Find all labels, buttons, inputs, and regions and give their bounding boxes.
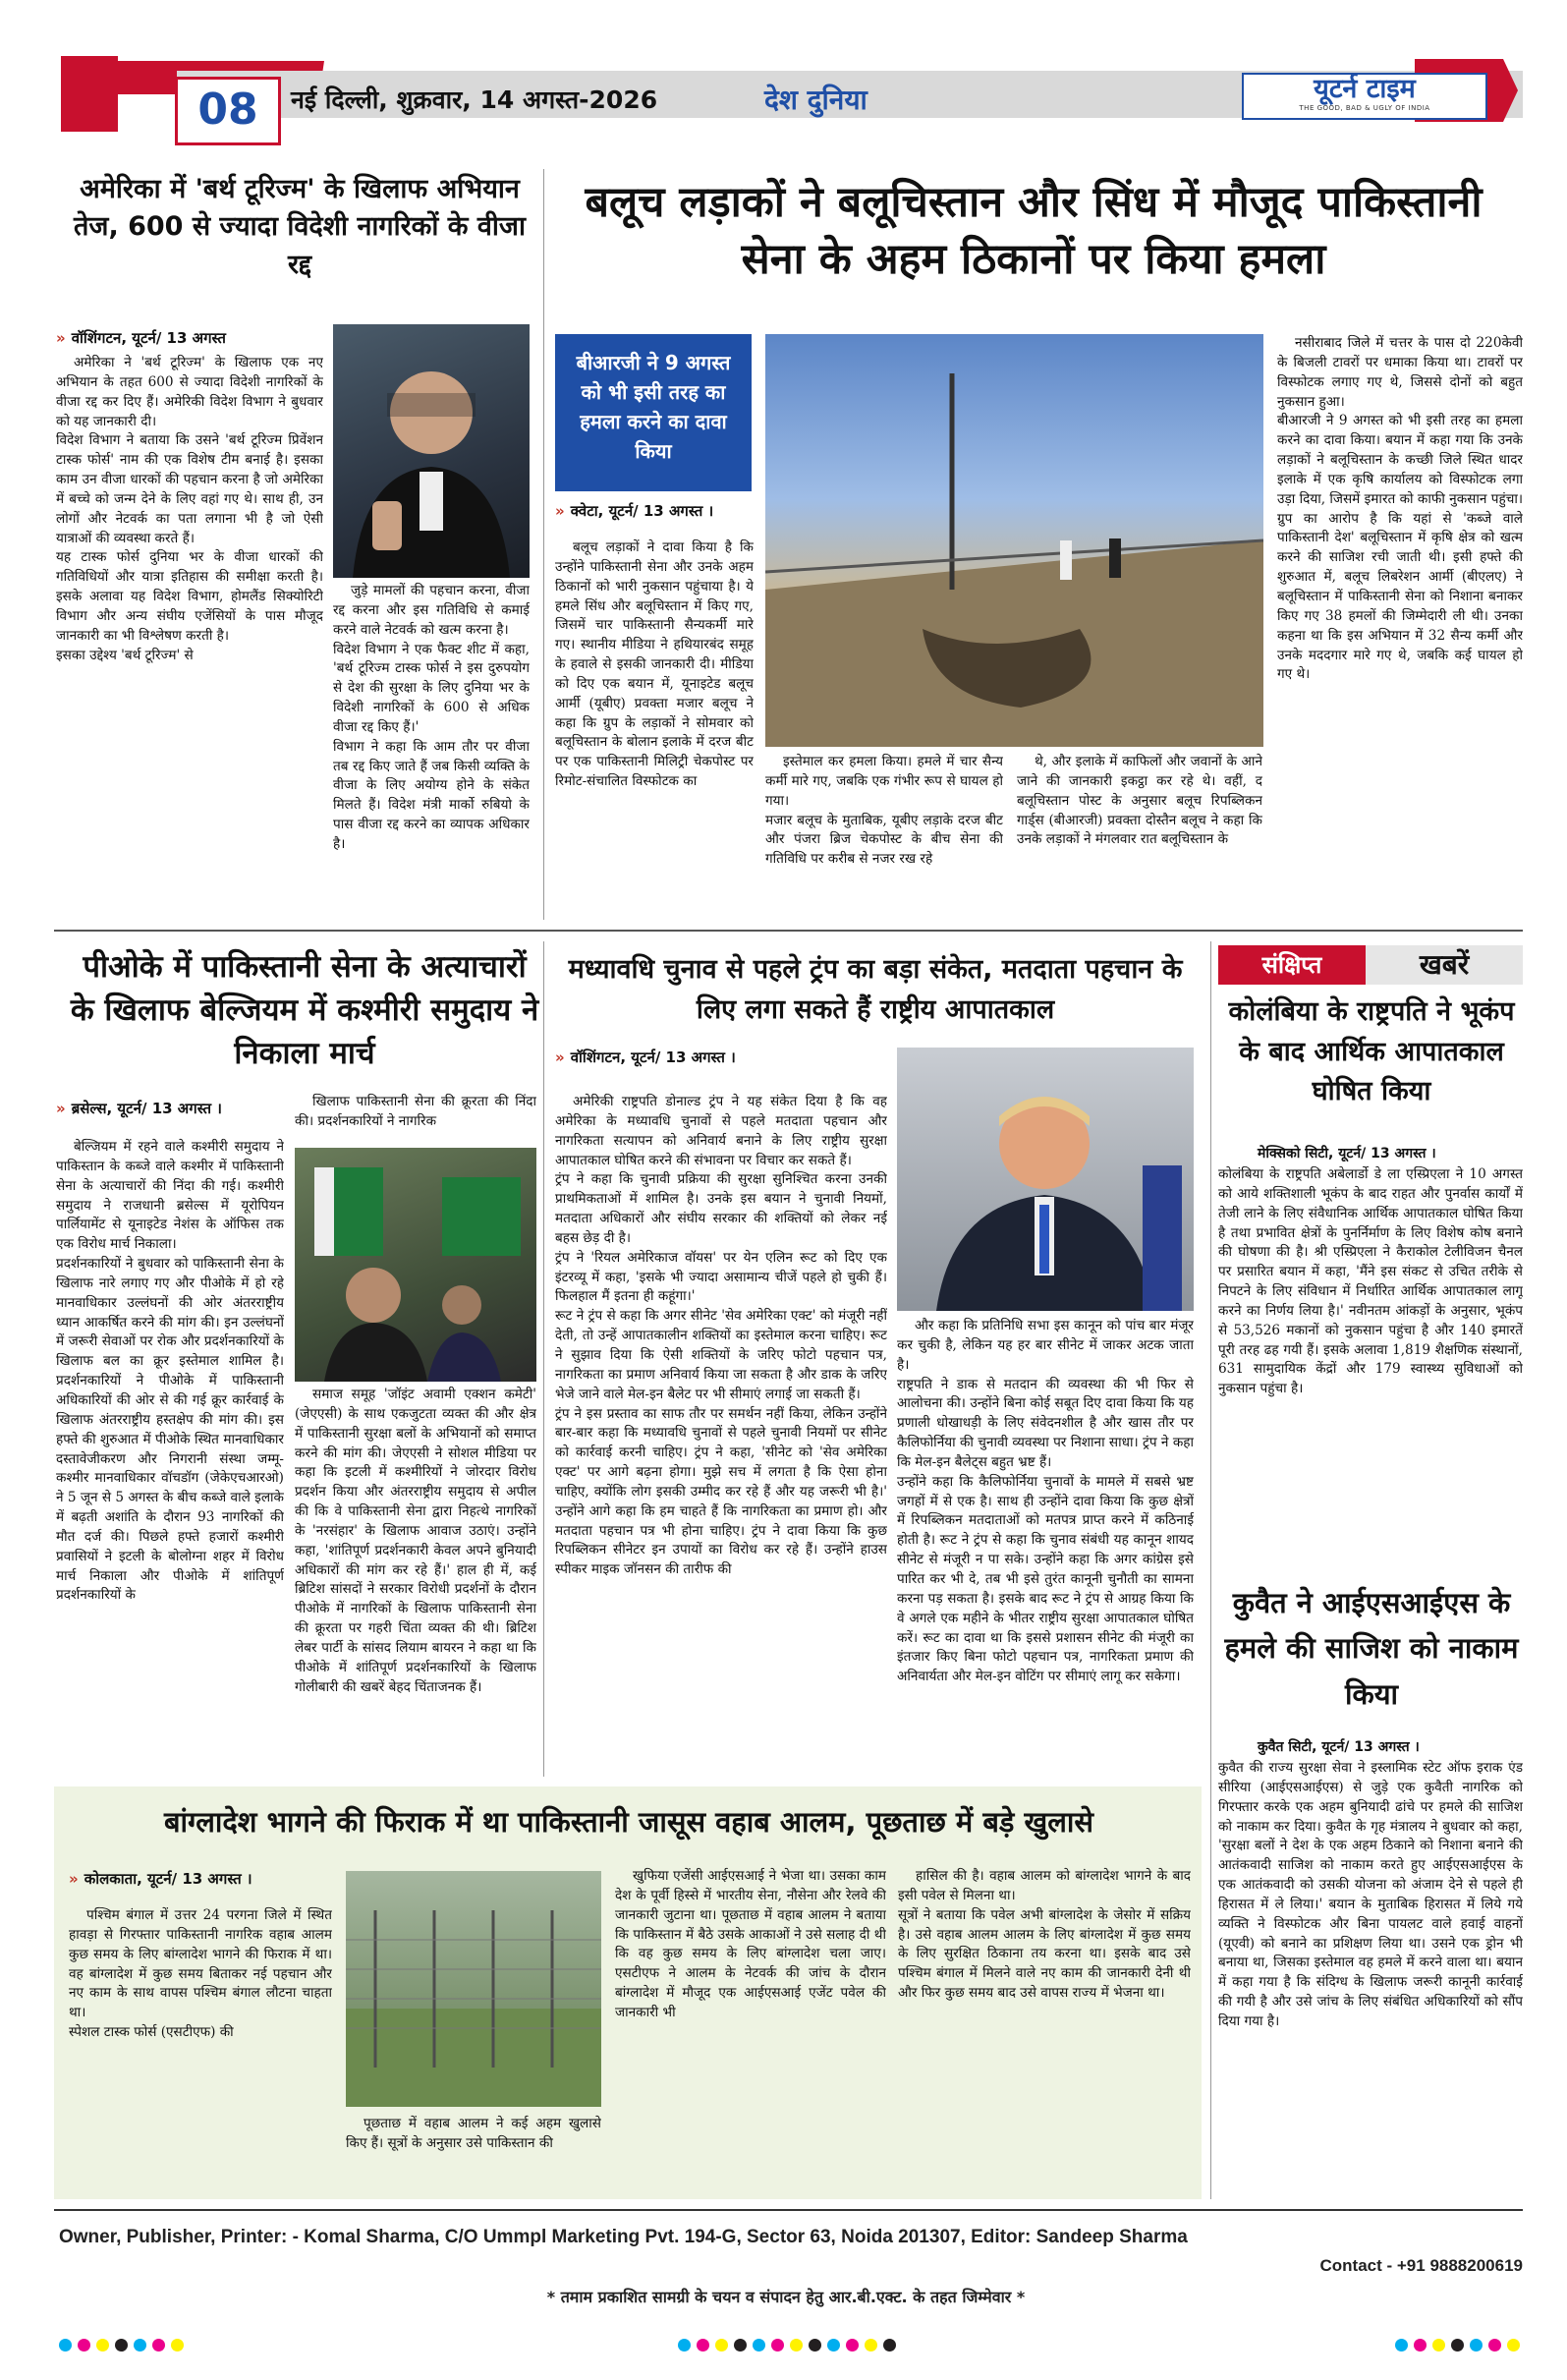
brief-tag-right: खबरें xyxy=(1366,945,1523,985)
arrow-icon: » xyxy=(56,329,66,347)
dateline-kuwait: कुवैत सिटी, यूटर्न/ 13 अगस्त । xyxy=(1258,1739,1420,1755)
page-number: 08 xyxy=(175,77,281,145)
person-photo-icon xyxy=(333,324,530,578)
body-pok-col2-top: खिलाफ पाकिस्तानी सेना की क्रूरता की निंदा की। प्रदर्शनकारियों ने नागरिक xyxy=(295,1094,536,1129)
dateline-baloch: » क्वेटा, यूटर्न/ 13 अगस्त । xyxy=(555,502,714,520)
footer-contact: Contact - +91 9888200619 xyxy=(1319,2256,1523,2275)
photo-rubio xyxy=(333,324,530,578)
dateline-pok: » ब्रसेल्स, यूटर्न/ 13 अगस्त । xyxy=(56,1100,222,1117)
dateline-trump: » वॉशिंगटन, यूटर्न/ 13 अगस्त । xyxy=(555,1048,736,1066)
footer-imprint: Owner, Publisher, Printer: - Komal Sharma, C/O Ummpl Marketing Pvt. 194-G, Sector 63, Noida 201307, Editor: Sandeep Sharma xyxy=(59,2227,1188,2247)
headline-bangladesh: बांग्लादेश भागने की फिराक में था पाकिस्तानी जासूस वहाब आलम, पूछताछ में बड़े खुलासे xyxy=(163,1805,1094,1839)
header xyxy=(0,0,1567,147)
body-pok-col2: समाज समूह 'जॉइंट अवामी एक्शन कमेटी' (जेएएसी) के साथ एकजुटता व्यक्त की और क्षेत्र में पाकिस्तानी सुरक्षा बलों के अभियानों को समाप्त करने की मांग की। जेएएसी ने सोशल मीडिया पर कहा कि इटली में कश्मीरियों ने जोरदार विरोध प्रदर्शन किया और अंतरराष्ट्रीय समुदाय से अपील की कि वे पाकिस्तानी सेना द्वारा निहत्थे नागरिकों के 'नरसंहार' के खिलाफ आवाज उठाएं। उन्होंने कहा, 'शांतिपूर्ण प्रदर्शनकारी केवल अपने बुनियादी अधिकारों की मांग कर रहे हैं।' हाल ही में, कई ब्रिटिश सांसदों ने सरकार विरोधी प्रदर्शनों के दौरान पीओके में नागरिकों के खिलाफ पाकिस्तानी सेना की क्रूरता पर गहरी चिंता व्यक्त की थी। ब्रिटिश लेबर पार्टी के सांसद लियाम बायरन ने कहा था कि पीओके में शांतिपूर्ण प्रदर्शनकारियों के खिलाफ गोलीबारी की खबरें बेहद चिंताजनक हैं। xyxy=(295,1387,536,1695)
headline-kuwait: कुवैत ने आईएसआईएस के हमले की साजिश को नाकाम किया xyxy=(1224,1586,1519,1711)
landscape-photo-icon xyxy=(765,334,1263,747)
photo-border-fence xyxy=(346,1871,601,2107)
body-birth-tourism-col1: अमेरिका ने 'बर्थ टूरिज्म' के खिलाफ एक नए अभियान के तहत 600 से ज्यादा विदेशी नागरिकों के वीजा रद्द कर दिए हैं। अमेरिकी विदेश विभाग ने बुधवार को यह जानकारी दी। विदेश विभाग ने बताया कि उसने 'बर्थ टूरिज्म प्रिवेंशन टास्क फोर्स' नाम की एक विशेष टीम बनाई है। इसका काम उन वीजा धारकों की पहचान करना है जो अमेरिका में बच्चे को जन्म देने के लिए वहां गए थे। साथ ही, उन लोगों और नेटवर्क का पता लगाना भी है जो ऐसी यात्राओं की व्यवस्था करते हैं। यह टास्क फोर्स दुनिया भर के वीजा धारकों की गतिविधियों और यात्रा इतिहास की समीक्षा करती है। इसके अलावा यह विदेश विभाग, होमलैंड सिक्योरिटी विभाग और अन्य संघीय एजेंसियों के पास मौजूद जानकारी का भी विश्लेषण करती है। इसका उद्देश्य 'बर्थ टूरिज्म' से xyxy=(56,355,323,663)
body-bangladesh-col3: हासिल की है। वहाब आलम को बांग्लादेश भागने के बाद इसी पवेल से मिलना था। सूत्रों ने बताया कि पवेल अभी बांग्लादेश के जेसोर में सक्रिय है। उसे वहाब आलम आलम के लिए बांग्लादेश में कुछ समय के लिए सुरक्षित ठिकाना तय करना था। इसके बाद उसे पश्चिम बंगाल में मिलने वाले नए काम की जानकारी देनी थी और फिर कुछ समय बाद उसे वापस राज्य में भेजना था। xyxy=(898,1868,1191,2002)
brief-tag xyxy=(1218,945,1523,985)
arrow-icon: » xyxy=(555,1048,565,1066)
dateline-birth-tourism: » वॉशिंगटन, यूटर्न/ 13 अगस्त xyxy=(56,329,226,347)
body-colombia: कोलंबिया के राष्ट्रपति अबेलार्डो डे ला एस्प्रिएला ने 10 अगस्त को आये शक्तिशाली भूकंप के बाद राहत और पुनर्वास कार्यों में तेजी लाने के लिए संवैधानिक आर्थिक आपातकाल घोषित किया है तथा प्रभावित क्षेत्रों के पुनर्निर्माण के लिए विशेष कोष बनाने की घोषणा की है। श्री एस्प्रिएला ने कैराकोल टेलीविजन चैनल पर प्रसारित बयान में कहा, 'मैंने इस संकट से उचित तरीके से निपटने के लिए संविधान में निर्धारित आर्थिक आपातकाल लागू करने का निर्णय लिया है।' नवीनतम आंकड़ों के अनुसार, भूकंप से 53,526 मकानों को नुकसान पहुंचा है और 140 इमारतें पूरी तरह ढह गयी हैं। इसके अलावा 1,819 शैक्षणिक संस्थानों, 631 सामुदायिक केंद्रों और 179 स्वास्थ्य सुविधाओं को नुकसान पहुंचा है। xyxy=(1218,1166,1523,1397)
footer-note: * तमाम प्रकाशित सामग्री के चयन व संपादन हेतु आर.बी.एक्ट. के तहत जिम्मेवार * xyxy=(546,2288,1026,2306)
body-bangladesh-caption: पूछताछ में वहाब आलम ने कई अहम खुलासे किए हैं। सूत्रों के अनुसार उसे पाकिस्तान की xyxy=(346,2116,601,2151)
column-divider xyxy=(543,169,544,920)
arrow-icon: » xyxy=(56,1100,66,1117)
arrow-icon: » xyxy=(555,502,565,520)
crowd-photo-icon xyxy=(295,1148,536,1382)
brief-tag-left: संक्षिप्त xyxy=(1218,945,1366,985)
logo-tagline: THE GOOD, BAD & UGLY OF INDIA xyxy=(1299,104,1430,112)
arrow-icon: » xyxy=(69,1870,79,1888)
body-birth-tourism-col2: जुड़े मामलों की पहचान करना, वीजा रद्द करना और इस गतिविधि से कमाई करने वाले नेटवर्क को खत्म करना है। विदेश विभाग ने एक फैक्ट शीट में कहा, 'बर्थ टूरिज्म टास्क फोर्स ने इस दुरुपयोग से देश की सुरक्षा के लिए दुनिया भर के विदेशी नागरिकों के 600 से अधिक वीजा रद्द किए हैं।' विभाग ने कहा कि आम तौर पर वीजा तब रद्द किए जाते हैं जब किसी व्यक्ति के वीजा के लिए अयोग्य होने के संकेत मिलते हैं। विदेश मंत्री मार्को रुबियो के पास वीजा रद्द करने का व्यापक अधिकार है। xyxy=(333,583,530,852)
dateline: नई दिल्ली, शुक्रवार, 14 अगस्त-2026 xyxy=(291,85,658,114)
headline-colombia: कोलंबिया के राष्ट्रपति ने भूकंप के बाद आर्थिक आपातकाल घोषित किया xyxy=(1228,996,1515,1106)
callout-baloch: बीआरजी ने 9 अगस्त को भी इसी तरह का हमला करने का दावा किया xyxy=(555,334,752,491)
registration-dots-left xyxy=(59,2339,184,2352)
body-baloch-col4: नसीराबाद जिले में चत्तर के पास दो 220केवी के बिजली टावरों पर धमाका किया था। टावरों पर विस्फोटक लगाए गए थे, जिससे दोनों को बहुत नुकसान हुआ। बीआरजी ने 9 अगस्त को भी इसी तरह का हमला करने का दावा किया। बयान में कहा गया कि उनके लड़ाकों ने बलूचिस्तान के कच्छी जिले स्थित धादर इलाके में एक कृषि कार्यालय को विस्फोटक लगा उड़ा दिया, जिसमें इमारत को काफी नुकसान पहुंचा। ग्रुप का आरोप है कि यहां से 'कब्जे वाले पाकिस्तानी देश' बलूचिस्तान में कृषि क्षेत्र को खत्म करने की साजिश रची जाती थी। इसी हफ्ते की शुरुआत में, बलूच लिबरेशन आर्मी (बीएलए) ने बलूचिस्तान में पाकिस्तानी सेना को निशाना बनाकर किए गए 38 हमलों की जिम्मेदारी ली थी। उनका कहना था कि इस अभियान में 32 सैन्य कर्मी और उनके मददगार मारे गए थे, जबकि कई घायल हो गए थे। xyxy=(1277,335,1523,683)
photo-kashmir-march xyxy=(295,1148,536,1382)
logo-text: यूटर्न टाइम xyxy=(1314,74,1416,104)
body-trump-col1: अमेरिकी राष्ट्रपति डोनाल्ड ट्रंप ने यह संकेत दिया है कि वह अमेरिका के मध्यावधि चुनावों से पहले मतदाता पहचान और नागरिकता सत्यापन को अनिवार्य बनाने के लिए राष्ट्रीय सुरक्षा आपातकाल घोषित करने की संभावना पर विचार कर सकते हैं। ट्रंप ने कहा कि चुनावी प्रक्रिया की सुरक्षा सुनिश्चित करना उनकी प्राथमिकताओं में शामिल है। उनके इस बयान ने चुनावी नियमों, मतदाता अधिकारों और संघीय सरकार की शक्तियों को लेकर नई बहस छेड़ दी है। ट्रंप ने 'रियल अमेरिकाज वॉयस' पर येन एलिन रूट को दिए एक इंटरव्यू में कहा, 'इसके भी ज्यादा असामान्य चीजें पहले हो चुकी हैं। फिलहाल मैं इतना ही कहूंगा।' रूट ने ट्रंप से कहा कि अगर सीनेट 'सेव अमेरिका एक्ट' को मंजूरी नहीं देती, तो उन्हें आपातकालीन शक्तियों का इस्तेमाल करना चाहिए। रूट ने सुझाव दिया कि ऐसी शक्तियों के जरिए फोटो पहचान पत्र, नागरिकता का प्रमाण अनिवार्य किया जा सकता है और डाक के जरिए भेजे जाने वाले मेल-इन बैलेट पर भी सीमाएं लगाई जा सकती हैं। ट्रंप ने इस प्रस्ताव का साफ तौर पर समर्थन नहीं किया, लेकिन उन्होंने बार-बार कहा कि मध्यावधि चुनावों से पहले चुनावी नियमों पर सीनेट को कार्रवाई करनी चाहिए। ट्रंप ने कहा, 'सीनेट को 'सेव अमेरिका एक्ट' पर आगे बढ़ना होगा। मुझे सच में लगता है कि ऐसा होना चाहिए, क्योंकि लोग इसकी उम्मीद कर रहे हैं और यह जरूरी भी है।' उन्होंने आगे कहा कि हम चाहते हैं कि नागरिकता का प्रमाण हो। और मतदाता पहचान पत्र भी होना चाहिए। ट्रंप ने दावा किया कि कुछ रिपब्लिकन सीनेटर इन उपायों का विरोध कर रहे हैं। उन्होंने हाउस स्पीकर माइक जॉनसन की तारीफ की xyxy=(555,1094,887,1578)
registration-dots-right xyxy=(1395,2339,1520,2352)
body-pok-col1: बेल्जियम में रहने वाले कश्मीरी समुदाय ने पाकिस्तान के कब्जे वाले कश्मीर में पाकिस्तानी सेना के अत्याचारों की निंदा की गई। कश्मीरी समुदाय ने राजधानी ब्रसेल्स में यूरोपियन पार्लियामेंट से यूनाइटेड नेशंस के ऑफिस तक एक विरोध मार्च निकाला। प्रदर्शनकारियों ने बुधवार को पाकिस्तानी सेना के खिलाफ नारे लगाए गए और पीओके में हो रहे मानवाधिकार उल्लंघनों की ओर अंतरराष्ट्रीय ध्यान आकर्षित करने की मांग की। इन उल्लंघनों में जरूरी सेवाओं पर रोक और प्रदर्शनकारियों के खिलाफ बल का क्रूर इस्तेमाल शामिल है। प्रदर्शनकारियों ने पीओके में पाकिस्तानी अधिकारियों की ओर से की गई क्रूर कार्रवाई के खिलाफ अंतरराष्ट्रीय हस्तक्षेप की मांग की। इस हफ्ते की शुरुआत में पीओके स्थित मानवाधिकार दस्तावेजीकरण और निगरानी संस्था जम्मू-कश्मीर मानवाधिकार वॉचडॉग (जेकेएचआरओ) ने 5 जून से 5 अगस्त के बीच कब्जे वाले इलाके में बढ़ती अशांति के दौरान 93 नागरिकों की मौत दर्ज की। पिछले हफ्ते हजारों कश्मीरी प्रवासियों ने इटली के बोलोग्ना शहर में विरोध मार्च निकाला और पीओके में शांतिपूर्ण प्रदर्शनकारियों के xyxy=(56,1139,284,1604)
fence-photo-icon xyxy=(346,1871,601,2107)
registration-dots-center xyxy=(678,2339,896,2352)
photo-railway-blast xyxy=(765,334,1263,747)
section-divider xyxy=(54,930,1523,932)
headline-trump: मध्यावधि चुनाव से पहले ट्रंप का बड़ा संकेत, मतदाता पहचान के लिए लगा सकते हैं राष्ट्रीय आपातकाल xyxy=(568,954,1183,1026)
person-photo-icon xyxy=(897,1048,1194,1311)
body-baloch-col1: बलूच लड़ाकों ने दावा किया है कि उन्होंने पाकिस्तानी सेना और उनके अहम ठिकानों को भारी नुकसान पहुंचाया है। ये हमले सिंध और बलूचिस्तान में किए गए, जिसमें चार पाकिस्तानी सैन्यकर्मी मारे गए। स्थानीय मीडिया ने हथियारबंद समूह के हवाले से इसकी जानकारी दी। मीडिया को दिए एक बयान में, यूनाइटेड बलूच आर्मी (यूबीए) प्रवक्ता मजार बलूच ने कहा कि ग्रुप के लड़ाकों ने सोमवार को बलूचिस्तान के बोलान इलाके में दरज बीट पर एक पाकिस्तानी मिलिट्री चेकपोस्ट पर रिमोट-संचालित विस्फोटक का xyxy=(555,539,754,790)
masthead-logo xyxy=(1242,73,1487,120)
column-divider xyxy=(543,941,544,1777)
footer-divider xyxy=(54,2209,1523,2211)
body-baloch-col3: थे, और इलाके में काफिलों और जवानों के आने जाने की जानकारी इकट्ठा कर रहे थे। वहीं, द बलूचिस्तान पोस्ट के अनुसार बलूच रिपब्लिकन गार्ड्स (बीआरजी) प्रवक्ता दोस्तैन बलूच ने कहा कि उनके लड़ाकों ने मंगलवार रात बलूचिस्तान के xyxy=(1017,754,1262,848)
body-baloch-col2: इस्तेमाल कर हमला किया। हमले में चार सैन्य कर्मी मारे गए, जबकि एक गंभीर रूप से घायल हो गया। मजार बलूच के मुताबिक, यूबीए लड़ाके दरज बीट और पंजरा ब्रिज चेकपोस्ट के बीच सेना की गतिविधि पर करीब से नजर रख रहे xyxy=(765,754,1003,868)
body-trump-col2: और कहा कि प्रतिनिधि सभा इस कानून को पांच बार मंजूर कर चुकी है, लेकिन यह हर बार सीनेट में जाकर अटक जाता है। राष्ट्रपति ने डाक से मतदान की व्यवस्था की भी फिर से आलोचना की। उन्होंने बिना कोई सबूत दिए दावा किया कि यह प्रणाली धोखाधड़ी के लिए संवेदनशील है और खास तौर पर कैलिफोर्निया की चुनावी व्यवस्था पर निशाना साधा। ट्रंप ने कहा कि मेल-इन बैलेट्स बहुत भ्रष्ट हैं। उन्होंने कहा कि कैलिफोर्निया चुनावों के मामले में सबसे भ्रष्ट जगहों में से एक है। साथ ही उन्होंने दावा किया कि कुछ क्षेत्रों में रिपब्लिकन मतदाताओं को मतपत्र प्राप्त करने में कठिनाई होती है। रूट ने ट्रंप से कहा कि चुनाव संबंधी यह कानून शायद सीनेट से मंजूरी न पा सके। उन्होंने कहा कि अगर कांग्रेस इसे पारित कर भी दे, तब भी इसे तुरंत कानूनी चुनौती का सामना करना पड़ सकता है। इसके बाद रूट ने ट्रंप से आग्रह किया कि वे अगले एक महीने के भीतर राष्ट्रीय सुरक्षा आपातकाल घोषित करें। रूट का दावा था कि इससे प्रशासन सीनेट की मंजूरी का इंतजार किए बिना फोटो पहचान पत्र, नागरिकता प्रमाण की अनिवार्यता और मेल-इन वोटिंग पर सीमाएं लागू कर सकेगा। xyxy=(897,1318,1194,1685)
headline-pok: पीओके में पाकिस्तानी सेना के अत्याचारों के खिलाफ बेल्जियम में कश्मीरी समुदाय ने निकाला मार्च xyxy=(70,949,539,1072)
section-title: देश दुनिया xyxy=(764,84,867,116)
body-bangladesh-col1: पश्चिम बंगाल में उत्तर 24 परगना जिले में स्थित हावड़ा से गिरफ्तार पाकिस्तानी नागरिक वहाब आलम कुछ समय के लिए बांग्लादेश भागने की फिराक में था। वह बांग्लादेश में कुछ समय बिताकर नई पहचान और नए काम के साथ वापस पश्चिम बंगाल लौटना चाहता था। स्पेशल टास्क फोर्स (एसटीएफ) की xyxy=(69,1907,332,2041)
photo-trump xyxy=(897,1048,1194,1311)
body-bangladesh-col2: खुफिया एजेंसी आईएसआई ने भेजा था। उसका काम देश के पूर्वी हिस्से में भारतीय सेना, नौसेना और रेलवे की जानकारी जुटाना था। पूछताछ में वहाब आलम ने बताया कि पाकिस्तान में बैठे उसके आकाओं ने उसे सलाह दी थी कि वह कुछ समय के लिए बांग्लादेश चला जाए। एसटीएफ ने आलम के नेटवर्क की जांच के दौरान बांग्लादेश में मौजूद एक आईएसआई एजेंट पवेल की जानकारी भी xyxy=(615,1868,886,2020)
headline-birth-tourism: अमेरिका में 'बर्थ टूरिज्म' के खिलाफ अभियान तेज, 600 से ज्यादा विदेशी नागरिकों के वीजा रद्द xyxy=(74,174,526,280)
dateline-bangladesh: » कोलकाता, यूटर्न/ 13 अगस्त । xyxy=(69,1870,252,1888)
headline-baloch: बलूच लड़ाकों ने बलूचिस्तान और सिंध में मौजूद पाकिस्तानी सेना के अहम ठिकानों पर किया हमला xyxy=(585,178,1483,284)
dateline-colombia: मेक्सिको सिटी, यूटर्न/ 13 अगस्त । xyxy=(1258,1146,1436,1162)
body-kuwait: कुवैत की राज्य सुरक्षा सेवा ने इस्लामिक स्टेट ऑफ इराक एंड सीरिया (आईएसआईएस) से जुड़े एक कुवैती नागरिक को गिरफ्तार करके एक अहम बुनियादी ढांचे पर हमले की साजिश को नाकाम कर दिया। कुवैत के गृह मंत्रालय ने बुधवार को कहा, 'सुरक्षा बलों ने देश के एक अहम ठिकाने को निशाना बनाने की आतंकवादी साजिश को नाकाम करते हुए आईएसआईएस के एक आतंकवादी को उसकी योजना को अंजाम देने से पहले ही हिरासत में ले लिया।' बयान के मुताबिक हिरासत में लिये गये व्यक्ति ने विस्फोटक और बिना पायलट वाले हवाई वाहनों (यूएवी) को बनाने का प्रशिक्षण लिया था। उसने एक ड्रोन भी बनाया था, जिसका इस्तेमाल वह हमले में करने वाला था। बयान में कहा गया है कि संदिग्ध के खिलाफ जरूरी कानूनी कार्रवाई की गयी है और उसे जांच के लिए संबंधित अधिकारियों को सौंप दिया गया है। xyxy=(1218,1760,1523,2029)
column-divider xyxy=(1210,941,1211,2199)
